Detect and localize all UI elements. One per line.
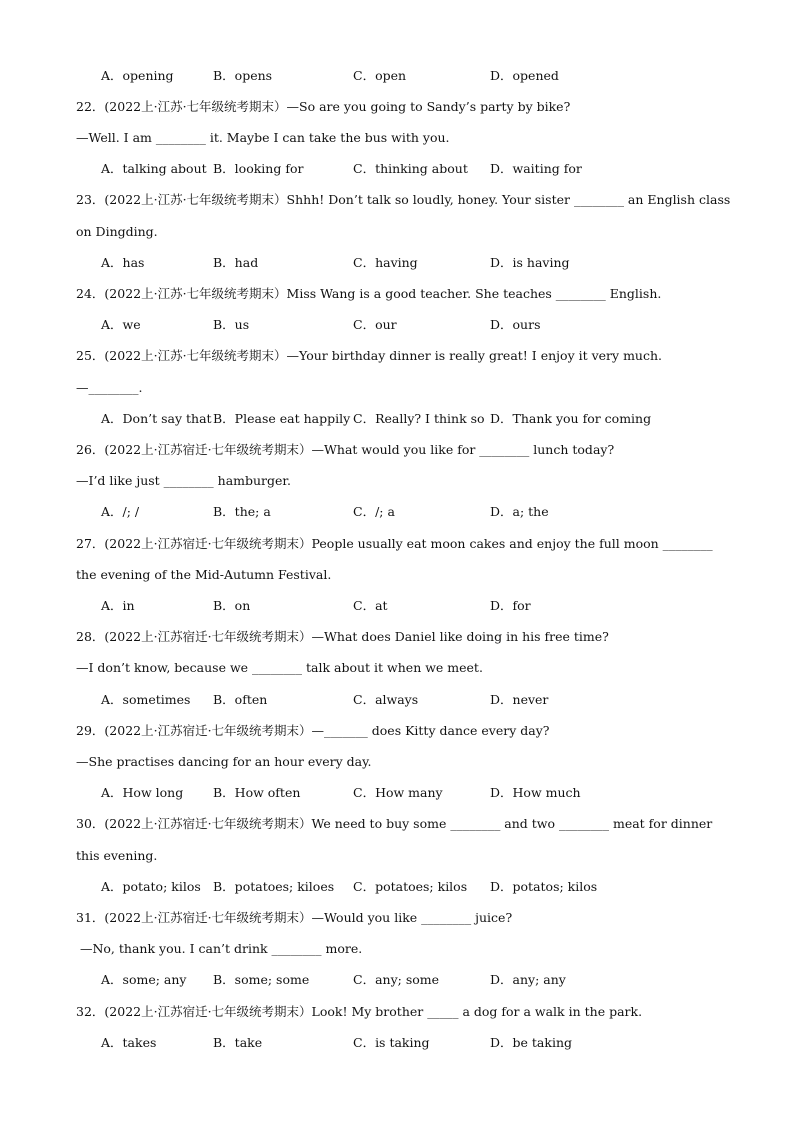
option-c: C．Really? I think so: [353, 411, 485, 426]
option-c: C．any; some: [353, 972, 440, 987]
option-b: B．Please eat happily: [213, 411, 351, 426]
option-c: C．our: [353, 317, 397, 332]
option-b: B．the; a: [213, 504, 271, 519]
question-22-stem: 22．(2022上·江苏·七年级统考期末）—So are you going to Sandy’s party by bike?: [76, 99, 571, 114]
option-a: A．talking about: [101, 161, 207, 176]
question-30-stem-line2: this evening.: [76, 848, 158, 863]
option-a: A．sometimes: [101, 692, 191, 707]
options-row: [101, 785, 721, 801]
option-b: B．often: [213, 692, 268, 707]
option-a: A．How long: [101, 785, 184, 800]
question-30-stem: 30．(2022上·江苏宿迁·七年级统考期末）We need to buy some ________ and two ________ meat for dinner: [76, 816, 713, 831]
question-24-stem: 24．(2022上·江苏·七年级统考期末）Miss Wang is a good teacher. She teaches ________ English.: [76, 286, 662, 301]
options-row: [101, 411, 721, 427]
option-c: C．/; a: [353, 504, 395, 519]
question-29-stem: 29．(2022上·江苏宿迁·七年级统考期末）—_______ does Kitty dance every day?: [76, 723, 550, 738]
question-25-stem: 25．(2022上·江苏·七年级统考期末）—Your birthday dinner is really great! I enjoy it very much.: [76, 348, 662, 363]
question-28-stem: 28．(2022上·江苏宿迁·七年级统考期末）—What does Daniel like doing in his free time?: [76, 629, 609, 644]
question-32-stem: 32．(2022上·江苏宿迁·七年级统考期末）Look! My brother _____ a dog for a walk in the park.: [76, 1004, 643, 1019]
option-d: D．opened: [490, 68, 559, 83]
option-d: D．for: [490, 598, 531, 613]
options-row: [101, 68, 721, 84]
option-d: D．a; the: [490, 504, 549, 519]
option-c: C．is taking: [353, 1035, 430, 1050]
option-a: A．/; /: [101, 504, 140, 519]
option-b: B．us: [213, 317, 250, 332]
question-29-stem-line2: —She practises dancing for an hour every day.: [76, 754, 372, 769]
options-row: [101, 879, 721, 895]
option-d: D．never: [490, 692, 549, 707]
option-b: B．take: [213, 1035, 263, 1050]
option-a: A．we: [101, 317, 141, 332]
option-c: C．thinking about: [353, 161, 468, 176]
option-b: B．potatoes; kiloes: [213, 879, 335, 894]
option-a: A．in: [101, 598, 135, 613]
question-22-stem-line2: —Well. I am ________ it. Maybe I can take the bus with you.: [76, 130, 450, 145]
option-b: B．had: [213, 255, 259, 270]
option-b: B．on: [213, 598, 251, 613]
option-d: D．potatos; kilos: [490, 879, 598, 894]
question-25-stem-line2: —________.: [76, 380, 143, 395]
option-c: C．potatoes; kilos: [353, 879, 468, 894]
option-d: D．any; any: [490, 972, 566, 987]
question-31-stem: 31．(2022上·江苏宿迁·七年级统考期末）—Would you like ________ juice?: [76, 910, 513, 925]
question-27-stem-line2: the evening of the Mid-Autumn Festival.: [76, 567, 332, 582]
option-c: C．open: [353, 68, 407, 83]
option-c: C．always: [353, 692, 419, 707]
option-a: A．has: [101, 255, 145, 270]
options-row: [101, 692, 721, 708]
option-a: A．opening: [101, 68, 174, 83]
option-a: A．takes: [101, 1035, 157, 1050]
option-d: D．ours: [490, 317, 541, 332]
options-row: [101, 255, 721, 271]
option-a: A．Don’t say that: [101, 411, 212, 426]
option-b: B．some; some: [213, 972, 310, 987]
option-c: C．at: [353, 598, 388, 613]
question-31-stem-line2: —No, thank you. I can’t drink ________ more.: [76, 941, 363, 956]
question-28-stem-line2: —I don’t know, because we ________ talk about it when we meet.: [76, 660, 483, 675]
question-27-stem: 27．(2022上·江苏宿迁·七年级统考期末）People usually eat moon cakes and enjoy the full moon ________: [76, 536, 713, 551]
option-c: C．How many: [353, 785, 443, 800]
option-d: D．Thank you for coming: [490, 411, 652, 426]
question-26-stem-line2: —I’d like just ________ hamburger.: [76, 473, 291, 488]
option-d: D．How much: [490, 785, 581, 800]
options-row: [101, 504, 721, 520]
question-23-stem: 23．(2022上·江苏·七年级统考期末）Shhh! Don’t talk so loudly, honey. Your sister ________ an English class: [76, 192, 731, 207]
options-row: [101, 317, 721, 333]
option-b: B．How often: [213, 785, 301, 800]
option-d: D．be taking: [490, 1035, 572, 1050]
options-row: [101, 1035, 721, 1051]
option-a: A．some; any: [101, 972, 187, 987]
option-a: A．potato; kilos: [101, 879, 201, 894]
option-b: B．looking for: [213, 161, 304, 176]
option-d: D．is having: [490, 255, 570, 270]
question-23-stem-line2: on Dingding.: [76, 224, 158, 239]
options-row: [101, 972, 721, 988]
question-26-stem: 26．(2022上·江苏宿迁·七年级统考期末）—What would you like for ________ lunch today?: [76, 442, 615, 457]
option-c: C．having: [353, 255, 418, 270]
option-b: B．opens: [213, 68, 273, 83]
option-d: D．waiting for: [490, 161, 582, 176]
options-row: [101, 161, 721, 177]
options-row: [101, 598, 721, 614]
